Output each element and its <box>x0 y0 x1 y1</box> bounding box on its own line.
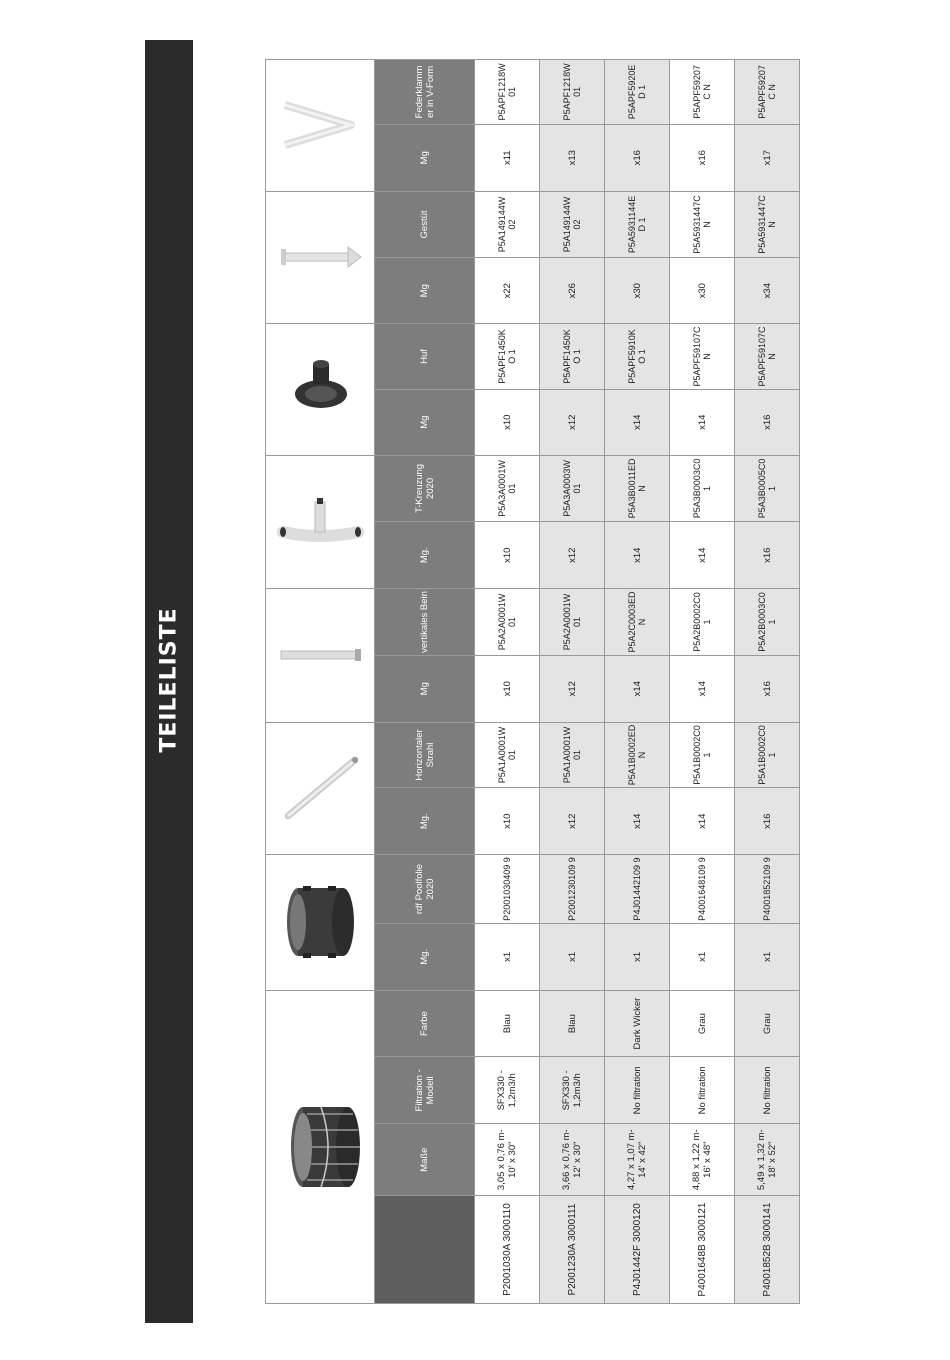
t-joint-icon <box>273 482 368 562</box>
tjoint-qty-cell: x16 <box>735 522 800 589</box>
clip-qty-cell: x11 <box>475 124 540 191</box>
liner-code-cell: P2001230109 9 <box>540 855 605 924</box>
table-row <box>735 60 800 1304</box>
vleg-qty-cell: x16 <box>735 655 800 722</box>
vleg-qty-cell: x14 <box>605 655 670 722</box>
farbe-cell: Blau <box>475 990 540 1057</box>
farbe-cell: Dark Wicker <box>605 990 670 1057</box>
model-cell: P4001648B 3000121 <box>670 1196 735 1304</box>
mase-cell: 4,88 x 1,22 m- 16' x 48" <box>670 1124 735 1196</box>
header-row <box>375 60 475 1304</box>
huf-code-cell: P5APF59107C N <box>735 324 800 390</box>
pin-code-cell: P5A149144W 02 <box>540 191 605 258</box>
header-tjoint-qty: Mg. <box>375 522 475 589</box>
tjoint-qty-cell: x14 <box>605 522 670 589</box>
hbeam-code-cell: P5A1B0002ED N <box>605 722 670 788</box>
vleg-qty-cell: x10 <box>475 655 540 722</box>
horizontal-beam-image-cell <box>266 722 375 855</box>
tjoint-qty-cell: x10 <box>475 522 540 589</box>
clip-qty-cell: x13 <box>540 124 605 191</box>
liner-icon <box>273 882 368 962</box>
vleg-code-cell: P5A2A0001W 01 <box>540 589 605 656</box>
hbeam-qty-cell: x16 <box>735 788 800 855</box>
farbe-cell: Grau <box>735 990 800 1057</box>
model-cell: P4001852B 3000141 <box>735 1196 800 1304</box>
liner-qty-cell: x1 <box>605 923 670 990</box>
clip-qty-cell: x16 <box>670 124 735 191</box>
table-row <box>670 60 735 1304</box>
farbe-cell: Grau <box>670 990 735 1057</box>
v-clip-image-cell <box>266 60 375 192</box>
liner-qty-cell: x1 <box>735 923 800 990</box>
huf-code-cell: P5APF1450KO 1 <box>475 324 540 390</box>
table-row <box>605 60 670 1304</box>
farbe-cell: Blau <box>540 990 605 1057</box>
clip-qty-cell: x16 <box>605 124 670 191</box>
page-title: TEILELISTE <box>156 607 182 753</box>
huf-code-cell: P5APF59107C N <box>670 324 735 390</box>
pin-icon <box>273 217 368 297</box>
vleg-code-cell: P5A2B0002C0 1 <box>670 589 735 656</box>
header-liner: rdf Poolfolie 2020 <box>375 855 475 924</box>
horizontal-beam-icon <box>273 748 368 828</box>
tjoint-code-cell: P5A3A0001W 01 <box>475 455 540 522</box>
liner-qty-cell: x1 <box>475 923 540 990</box>
rotated-table-container <box>265 59 778 1304</box>
huf-code-cell: P5APF5910KO 1 <box>605 324 670 390</box>
hbeam-code-cell: P5A1B0002C0 1 <box>735 722 800 788</box>
vleg-qty-cell: x12 <box>540 655 605 722</box>
pin-qty-cell: x30 <box>670 258 735 324</box>
pin-qty-cell: x22 <box>475 258 540 324</box>
vertical-leg-image-cell <box>266 589 375 723</box>
vertical-leg-icon <box>273 615 368 695</box>
filtration-cell: No filtration <box>605 1057 670 1124</box>
hbeam-qty-cell: x10 <box>475 788 540 855</box>
header-tjoint: T-Kreuzung 2020 <box>375 455 475 522</box>
mase-cell: 3,66 x 0,76 m- 12' x 30" <box>540 1124 605 1196</box>
header-clip: Federklamm er in V-Form <box>375 60 475 125</box>
pin-qty-cell: x30 <box>605 258 670 324</box>
filtration-cell: SFX330 - 1,2m3/h <box>540 1057 605 1124</box>
hbeam-code-cell: P5A1B0002C0 1 <box>670 722 735 788</box>
liner-code-cell: P2001030409 9 <box>475 855 540 924</box>
liner-code-cell: P4J01442109 9 <box>605 855 670 924</box>
filtration-cell: No filtration <box>670 1057 735 1124</box>
parts-table-wrapper <box>265 59 778 1304</box>
header-liner-qty: Mg. <box>375 923 475 990</box>
huf-code-cell: P5APF1450KO 1 <box>540 324 605 390</box>
vleg-qty-cell: x14 <box>670 655 735 722</box>
table-row <box>540 60 605 1304</box>
pin-image-cell <box>266 191 375 324</box>
liner-qty-cell: x1 <box>540 923 605 990</box>
pin-qty-cell: x34 <box>735 258 800 324</box>
huf-qty-cell: x14 <box>605 389 670 455</box>
parts-table <box>265 59 800 1304</box>
clip-code-cell: P5APF5920ED 1 <box>605 60 670 125</box>
mase-cell: 5,49 x 1,32 m- 18' x 52" <box>735 1124 800 1196</box>
huf-qty-cell: x14 <box>670 389 735 455</box>
huf-qty-cell: x12 <box>540 389 605 455</box>
tjoint-code-cell: P5A3B0005C0 1 <box>735 455 800 522</box>
liner-qty-cell: x1 <box>670 923 735 990</box>
huf-qty-cell: x16 <box>735 389 800 455</box>
liner-code-cell: P4001852109 9 <box>735 855 800 924</box>
header-pin: Gestüt <box>375 191 475 258</box>
header-vleg-qty: Mg <box>375 655 475 722</box>
liner-image-cell <box>266 855 375 991</box>
filtration-cell: No filtration <box>735 1057 800 1124</box>
t-joint-image-cell <box>266 455 375 589</box>
clip-code-cell: P5APF1218W 01 <box>475 60 540 125</box>
model-cell: P4J01442F 3000120 <box>605 1196 670 1304</box>
vleg-code-cell: P5A2B0003C0 1 <box>735 589 800 656</box>
v-clip-icon <box>273 85 368 165</box>
pin-code-cell: P5A149144W 02 <box>475 191 540 258</box>
filtration-cell: SFX330 - 1,2m3/h <box>475 1057 540 1124</box>
vleg-code-cell: P5A2C0003ED N <box>605 589 670 656</box>
header-vleg: vertikales Bein <box>375 589 475 656</box>
pin-qty-cell: x26 <box>540 258 605 324</box>
hbeam-qty-cell: x14 <box>605 788 670 855</box>
header-mase: Maße <box>375 1124 475 1196</box>
hbeam-qty-cell: x14 <box>670 788 735 855</box>
table-row <box>475 60 540 1304</box>
tjoint-code-cell: P5A3B0011ED N <box>605 455 670 522</box>
header-farbe: Farbe <box>375 990 475 1057</box>
tjoint-code-cell: P5A3B0003C0 1 <box>670 455 735 522</box>
vleg-code-cell: P5A2A0001W 01 <box>475 589 540 656</box>
header-pin-qty: Mg <box>375 258 475 324</box>
pin-code-cell: P5A5931447C N <box>670 191 735 258</box>
header-clip-qty: Mg <box>375 124 475 191</box>
header-huf: Huf <box>375 324 475 390</box>
header-model <box>375 1196 475 1304</box>
clip-qty-cell: x17 <box>735 124 800 191</box>
pin-code-cell: P5A5931144ED 1 <box>605 191 670 258</box>
liner-code-cell: P4001648109 9 <box>670 855 735 924</box>
header-hbeam: Horizontaler Strahl <box>375 722 475 788</box>
header-filtration: Filtration - Modell <box>375 1057 475 1124</box>
tjoint-qty-cell: x14 <box>670 522 735 589</box>
foot-cap-icon <box>273 349 368 429</box>
foot-cap-image-cell <box>266 324 375 455</box>
model-cell: P2001230A 3000111 <box>540 1196 605 1304</box>
header-hbeam-qty: Mg. <box>375 788 475 855</box>
clip-code-cell: P5APF1218W 01 <box>540 60 605 125</box>
header-huf-qty: Mg <box>375 389 475 455</box>
tjoint-code-cell: P5A3A0003W 01 <box>540 455 605 522</box>
hbeam-code-cell: P5A1A0001W 01 <box>540 722 605 788</box>
clip-code-cell: P5APF59207C N <box>735 60 800 125</box>
model-cell: P2001030A 3000110 <box>475 1196 540 1304</box>
mase-cell: 3,05 x 0,76 m- 10' x 30" <box>475 1124 540 1196</box>
mase-cell: 4,27 x 1,07 m- 14' x 42" <box>605 1124 670 1196</box>
clip-code-cell: P5APF59207C N <box>670 60 735 125</box>
tjoint-qty-cell: x12 <box>540 522 605 589</box>
pool-image-cell <box>266 990 375 1303</box>
pool-icon <box>273 1102 368 1192</box>
hbeam-qty-cell: x12 <box>540 788 605 855</box>
image-row <box>266 60 375 1304</box>
pin-code-cell: P5A5931447C N <box>735 191 800 258</box>
huf-qty-cell: x10 <box>475 389 540 455</box>
hbeam-code-cell: P5A1A0001W 01 <box>475 722 540 788</box>
